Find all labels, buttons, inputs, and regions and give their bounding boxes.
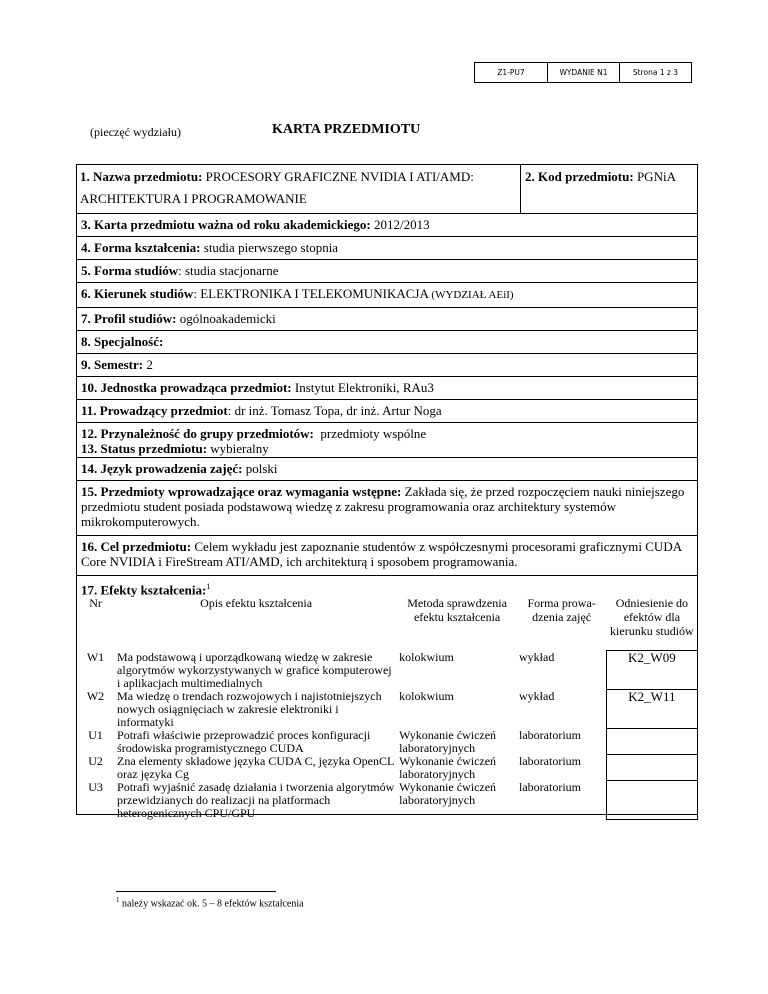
table-row: U1 Potrafi właściwie przeprowadzić proces konfiguracji środowiska programistycznego CUDA Wykonanie ćwiczeń laboratoryjnych laboratorium (76, 729, 698, 755)
document-header-table (474, 62, 692, 83)
field-study-form: 5. Forma studiów: studia stacjonarne (77, 260, 697, 283)
col-header-method: Metoda sprawdzenia efektu kształcenia (407, 596, 507, 624)
field-course-name: 1. Nazwa przedmiotu: PROCESORY GRAFICZNE NVIDIA I ATI/AMD: ARCHITEKTURA I PROGRAMOWANIE (77, 165, 521, 213)
page-number: Strona 1 z 3 (620, 63, 692, 83)
col-header-nr: Nr (89, 596, 102, 610)
field-prerequisites: 15. Przedmioty wprowadzające oraz wymagania wstępne: Zakłada się, że przed rozpoczęciem nauki niniejszego przedmiotu student posiada podstawową wiedzę z zakresu programowania oraz architektury systemów mikrokomputerowych. (77, 481, 697, 536)
footnote-ref: 1 (206, 582, 211, 591)
field-group-status: 12. Przynależność do grupy przedmiotów: przedmioty wspólne 13. Status przedmiotu: wybieralny (77, 423, 697, 458)
field-education-form: 4. Forma kształcenia: studia pierwszego stopnia (77, 237, 697, 260)
outcomes-header-row (76, 596, 698, 651)
footnote-divider (116, 891, 276, 892)
col-header-reference: Odniesienie do efektów dla kierunku studiów (610, 596, 694, 638)
field-course-goal: 16. Cel przedmiotu: Celem wykładu jest zapoznanie studentów z współczesnymi procesorami graficznymi CUDA Core NVIDIA i FireStream ATI/AMD, ich architekturą i sposobem programowania. (77, 536, 697, 576)
field-study-profile: 7. Profil studiów: ogólnoakademicki (77, 308, 697, 331)
field-course-code: 2. Kod przedmiotu: PGNiA (525, 169, 676, 184)
col-header-description: Opis efektu kształcenia (200, 596, 313, 610)
field-row-1-2 (77, 165, 697, 214)
field-semester: 9. Semestr: 2 (77, 354, 697, 377)
footnote: $^1$ należy wskazać ok. 5 – 8 efektów kształcenia (116, 896, 304, 910)
field-study-direction: 6. Kierunek studiów: ELEKTRONIKA I TELEKOMUNIKACJA (WYDZIAŁ AEiI) (77, 283, 697, 308)
learning-outcomes-table (76, 596, 698, 820)
field-lecturer: 11. Prowadzący przedmiot: dr inż. Tomasz Topa, dr inż. Artur Noga (77, 400, 697, 423)
field-language: 14. Język prowadzenia zajęć: polski (77, 458, 697, 481)
document-code: Z1-PU7 (475, 63, 548, 83)
field-specialty: 8. Specjalność: (77, 331, 697, 354)
page-title: KARTA PRZEDMIOTU (272, 122, 421, 137)
document-edition: WYDANIE N1 (548, 63, 620, 83)
table-row: W1 Ma podstawową i uporządkowaną wiedzę w zakresie algorytmów wykorzystywanych w grafice komputerowej i aplikacjach multimedialnych kolokwium wykład K2_W09 (76, 651, 698, 690)
field-valid-year: 3. Karta przedmiotu ważna od roku akademickiego: 2012/2013 (77, 214, 697, 237)
faculty-stamp-label: (pieczęć wydziału) (90, 125, 181, 139)
table-row: W2 Ma wiedzę o trendach rozwojowych i najistotniejszych nowych osiągnięciach w zakresie elektroniki i informatyki kolokwium wykład K2_W11 (76, 690, 698, 729)
field-learning-outcomes: 17. Efekty kształcenia:$^1$ (81, 582, 211, 598)
field-unit: 10. Jednostka prowadząca przedmiot: Instytut Elektroniki, RAu3 (77, 377, 697, 400)
col-header-form: Forma prowa-dzenia zajęć (527, 596, 596, 624)
table-row: U2 Zna elementy składowe języka CUDA C, języka OpenCL oraz języka Cg Wykonanie ćwiczeń laboratoryjnych laboratorium (76, 755, 698, 781)
table-row: U3 Potrafi wyjaśnić zasadę działania i tworzenia algorytmów przewidzianych do realizacji na platformach heterogenicznych CPU/GPU Wykonanie ćwiczeń laboratoryjnych laboratorium (76, 781, 698, 820)
